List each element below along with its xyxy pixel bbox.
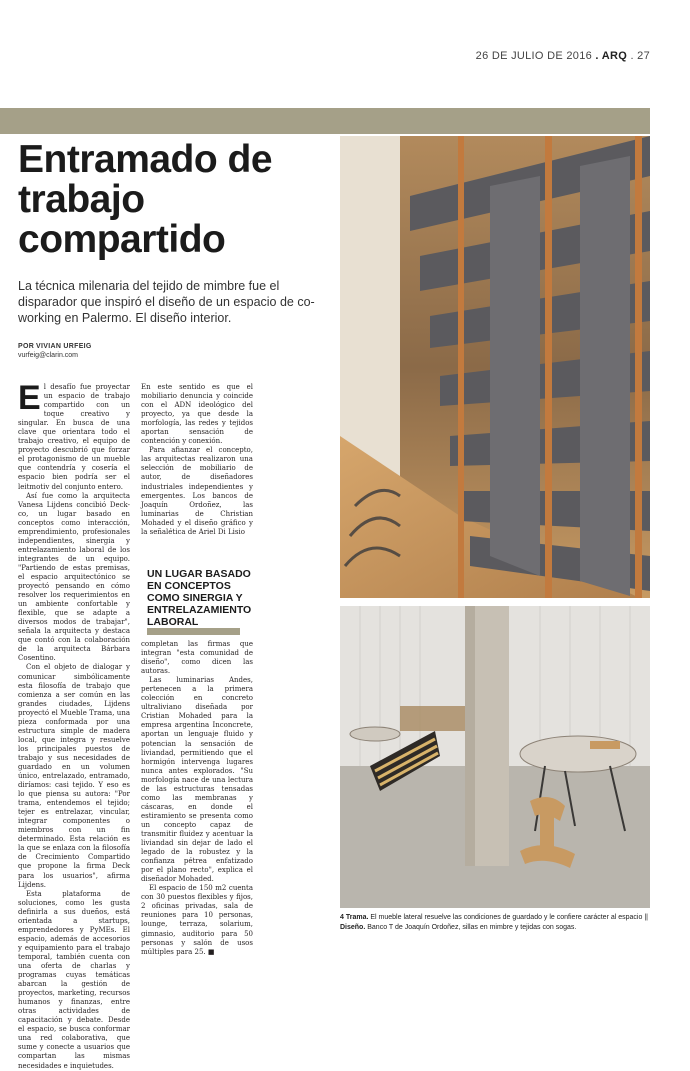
caption-label-1: 4 Trama. xyxy=(340,914,369,921)
paragraph: Esta plataforma de soluciones, como les gusta definirla a sus dueños, está orientada a startups, emprendedores y PyMEs. El espacio, además de accesorios y equipamiento para el trabajo temporal, también cuenta con una oferta de charlas y programas cuyas temáticas abarcan la gestión de proyectos, marketing, recursos humanos y finanzas, entre otras actividades de capacitación y debate. Desde el espacio, se busca conformar una red colaborativa, que sume y conecte a usuarios que compartan las mismas necesidades e inquietudes. xyxy=(18,889,130,1070)
drop-cap: E xyxy=(18,379,41,417)
article-column-3 xyxy=(141,640,253,960)
paragraph: Con el objeto de dialogar y comunicar simbólicamente esta filosofía de trabajo que comienza a ser común en las grandes ciudades, Lijdens proyectó el Mueble Trama, una pieza conformada por una estructura simple de madera local, que integra y resuelve los principales puestos de trabajo y sus necesidades de guardado en un volumen único, entrelazado, entramado, diríamos: casi tejido. Y eso es lo que piensa su autora: "Por trama, entendemos el tejido; tejer es entrelazar, vincular, integrar componentes o miembros con un fin determinado. Esta relación es la que se enlaza con la filosofía de Crecimiento Compartido que propone la firma Deck para los usuarios", afirma Lijdens. xyxy=(18,663,130,889)
paragraph: En este sentido es que el mobiliario denuncia y coincide con el ADN ideológico del proyecto, ya que desde la morfología, las redes y tejidos aportan sensación de contención y conexión. xyxy=(141,383,253,446)
article-title: Entramado de trabajo compartido xyxy=(18,138,273,261)
author-email[interactable]: vurfeig@clarin.com xyxy=(18,352,79,359)
paragraph: Así fue como la arquitecta Vanesa Lijdens concibió Deck-co, un lugar basado en conceptos como interacción, emprendimiento, profesionales independientes, sinergia y entrelazamiento laboral de los integrantes de un equipo. "Partiendo de estas premisas, el espacio arquitectónico se proyectó pensando en cómo resolver los requerimientos en un ambiente confortable y flexible, que se adapte a diversos modos de trabajar", señala la arquitecta y destaca que contó con la colaboración de la arquitecta Bárbara Cosentino. xyxy=(18,491,130,663)
lounge-with-chairs-photo xyxy=(340,606,650,908)
byline xyxy=(18,342,318,360)
end-mark: ■ xyxy=(207,947,215,956)
paragraph: Las luminarias Andes, pertenecen a la primera colección en concreto ultraliviano diseñada por Cristian Mohaded para la empresa argentina Inconcrete, aportan un lenguaje fluido y potencian la sensación de liviandad, permitiendo que el hormigón intervenga lugares nunca antes explorados. "Su morfología nace de una lectura de las estructuras tensadas como las membranas y cáscaras, en donde el estiramiento se presenta como un concepto capaz de transmitir fluidez y acentuar la liviandad sin dejar de lado el legado de la robustez y la confianza pétrea enfatizado por el plano recto", explica el diseñador Mohaded. xyxy=(141,676,253,884)
header-section: ARQ xyxy=(601,50,628,62)
caption-label-2: Diseño. xyxy=(340,923,366,931)
caption-text-2: Banco T de Joaquín Ordoñez, sillas en mimbre y tejidas con sogas. xyxy=(367,923,577,931)
woven-wood-furniture-photo xyxy=(340,136,650,598)
byline-prefix: POR xyxy=(18,343,35,350)
accent-bar xyxy=(0,108,650,134)
paragraph: El espacio de 150 m2 cuenta con 30 puestos flexibles y fijos, 2 oficinas privadas, sala de reuniones para 10 personas, lounge, terraza, solarium, gimnasio, auditorio para 50 personas y salón de usos múltiples para 25. ■ xyxy=(141,884,253,956)
author-name: VIVIAN URFEIG xyxy=(36,343,92,350)
photo-caption: 4 Trama. El mueble lateral resuelve las condiciones de guardado y le confiere carácter al espacio || Diseño. Banco T de Joaquín Ordoñez, sillas en mimbre y tejidas con sogas. xyxy=(340,914,648,931)
article-lede: La técnica milenaria del tejido de mimbre fue el disparador que inspiró el diseño de un espacio de co-working en Palermo. El diseño interior. xyxy=(18,279,315,325)
article-column-2 xyxy=(141,383,253,588)
page-header: 26 DE JULIO DE 2016 . ARQ . 27 xyxy=(475,50,650,62)
caption-text-1: El mueble lateral resuelve las condiciones de guardado y le confiere carácter al espacio xyxy=(370,914,643,921)
paragraph: El desafío fue proyectar un espacio de trabajo compartido con un toque creativo y singular. En busca de una clave que orientara todo el trabajo creativo, el equipo de proyecto descubrió que forzar el protagonismo de un mueble que contendría y cosería el espacio bien podría ser el leitmotiv del conjunto entero. xyxy=(18,379,130,491)
pull-quote-bar xyxy=(147,628,240,635)
header-page-number: 27 xyxy=(637,50,650,62)
pull-quote: UN LUGAR BASADO EN CONCEPTOS COMO SINERGIA Y ENTRELAZAMIENTO LABORAL xyxy=(147,568,252,628)
paragraph: Para afianzar el concepto, las arquitectas realizaron una selección de mobiliario de autor, de diseñadores industriales independientes y emergentes. Los bancos de Joaquín Ordoñez, las luminarias de Christian Mohaded y el diseño gráfico y la señalética de Ariel Di Lisio xyxy=(141,446,253,536)
article-column-1 xyxy=(18,379,130,1070)
paragraph: completan las firmas que integran "esta comunidad de diseño", como dicen las autoras. xyxy=(141,640,253,676)
header-date: 26 DE JULIO DE 2016 xyxy=(475,50,593,62)
